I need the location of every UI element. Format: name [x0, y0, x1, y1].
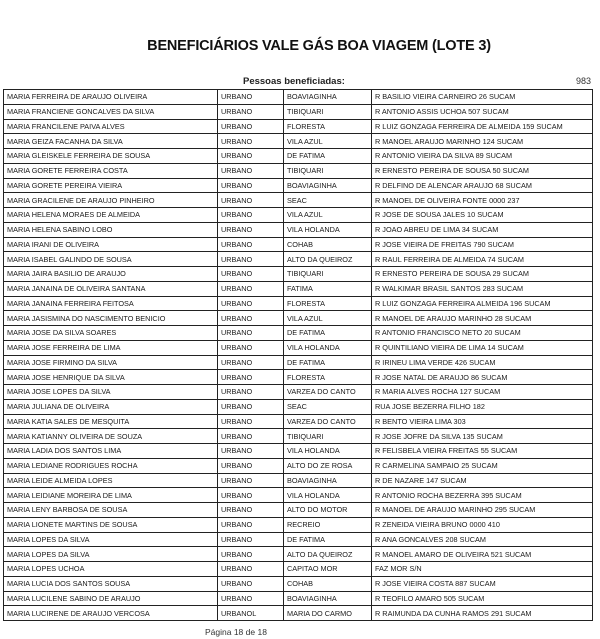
- neighborhood-cell: MARIA DO CARMO: [284, 606, 372, 621]
- zone-cell: URBANO: [218, 355, 284, 370]
- table-row: [4, 606, 593, 621]
- address-cell: R MANOEL AMARO DE OLIVEIRA 521 SUCAM: [372, 547, 593, 562]
- table-row: [4, 222, 593, 237]
- table-row: [4, 104, 593, 119]
- neighborhood-cell: VILA AZUL: [284, 208, 372, 223]
- beneficiaries-count: 983: [575, 76, 591, 86]
- table-row: [4, 591, 593, 606]
- address-cell: R ERNESTO PEREIRA DE SOUSA 50 SUCAM: [372, 163, 593, 178]
- address-cell: R ANTONIO ASSIS UCHOA 507 SUCAM: [372, 104, 593, 119]
- table-row: [4, 340, 593, 355]
- name-cell: MARIA JAIRA BASILIO DE ARAUJO: [4, 267, 218, 282]
- neighborhood-cell: TIBIQUARI: [284, 267, 372, 282]
- name-cell: MARIA LEIDIANE MOREIRA DE LIMA: [4, 488, 218, 503]
- zone-cell: URBANO: [218, 562, 284, 577]
- table-row: [4, 399, 593, 414]
- zone-cell: URBANO: [218, 547, 284, 562]
- address-cell: FAZ MOR S/N: [372, 562, 593, 577]
- neighborhood-cell: TIBIQUARI: [284, 163, 372, 178]
- table-row: [4, 532, 593, 547]
- name-cell: MARIA LOPES UCHOA: [4, 562, 218, 577]
- address-cell: R ANTONIO ROCHA BEZERRA 395 SUCAM: [372, 488, 593, 503]
- address-cell: R MANOEL DE OLIVEIRA FONTE 0000 237: [372, 193, 593, 208]
- name-cell: MARIA LOPES DA SILVA: [4, 547, 218, 562]
- name-cell: MARIA LEIDE ALMEIDA LOPES: [4, 473, 218, 488]
- zone-cell: URBANO: [218, 296, 284, 311]
- table-row: [4, 576, 593, 591]
- name-cell: MARIA GORETE PEREIRA VIEIRA: [4, 178, 218, 193]
- table-row: [4, 178, 593, 193]
- address-cell: R FELISBELA VIEIRA FREITAS 55 SUCAM: [372, 444, 593, 459]
- zone-cell: URBANO: [218, 591, 284, 606]
- neighborhood-cell: FATIMA: [284, 281, 372, 296]
- zone-cell: URBANO: [218, 370, 284, 385]
- neighborhood-cell: FLORESTA: [284, 370, 372, 385]
- neighborhood-cell: VILA AZUL: [284, 134, 372, 149]
- address-cell: R ANTONIO FRANCISCO NETO 20 SUCAM: [372, 326, 593, 341]
- zone-cell: URBANO: [218, 281, 284, 296]
- name-cell: MARIA JOSE FERREIRA DE LIMA: [4, 340, 218, 355]
- zone-cell: URBANO: [218, 222, 284, 237]
- neighborhood-cell: CAPITAO MOR: [284, 562, 372, 577]
- neighborhood-cell: TIBIQUARI: [284, 429, 372, 444]
- name-cell: MARIA FERREIRA DE ARAUJO OLIVEIRA: [4, 90, 218, 105]
- table-row: [4, 488, 593, 503]
- beneficiaries-table: [3, 89, 593, 621]
- name-cell: MARIA LADIA DOS SANTOS LIMA: [4, 444, 218, 459]
- table-row: [4, 547, 593, 562]
- name-cell: MARIA JASISMINA DO NASCIMENTO BENICIO: [4, 311, 218, 326]
- address-cell: R JOSE JOFRE DA SILVA 135 SUCAM: [372, 429, 593, 444]
- address-cell: R WALKIMAR BRASIL SANTOS 283 SUCAM: [372, 281, 593, 296]
- table-row: [4, 163, 593, 178]
- address-cell: R LUIZ GONZAGA FERREIRA ALMEIDA 196 SUCAM: [372, 296, 593, 311]
- address-cell: R JOSE VIEIRA DE FREITAS 790 SUCAM: [372, 237, 593, 252]
- zone-cell: URBANO: [218, 267, 284, 282]
- zone-cell: URBANO: [218, 252, 284, 267]
- table-row: [4, 355, 593, 370]
- address-cell: R JOAO ABREU DE LIMA 34 SUCAM: [372, 222, 593, 237]
- neighborhood-cell: DE FATIMA: [284, 149, 372, 164]
- zone-cell: URBANO: [218, 532, 284, 547]
- address-cell: R LUIZ GONZAGA FERREIRA DE ALMEIDA 159 SUCAM: [372, 119, 593, 134]
- address-cell: R ZENEIDA VIEIRA BRUNO 0000 410: [372, 517, 593, 532]
- neighborhood-cell: COHAB: [284, 237, 372, 252]
- name-cell: MARIA LEDIANE RODRIGUES ROCHA: [4, 458, 218, 473]
- zone-cell: URBANO: [218, 90, 284, 105]
- neighborhood-cell: DE FATIMA: [284, 355, 372, 370]
- table-row: [4, 119, 593, 134]
- neighborhood-cell: ALTO DA QUEIROZ: [284, 547, 372, 562]
- zone-cell: URBANO: [218, 208, 284, 223]
- neighborhood-cell: FLORESTA: [284, 119, 372, 134]
- table-row: [4, 444, 593, 459]
- address-cell: R BENTO VIEIRA LIMA 303: [372, 414, 593, 429]
- name-cell: MARIA JULIANA DE OLIVEIRA: [4, 399, 218, 414]
- address-cell: R RAUL FERREIRA DE ALMEIDA 74 SUCAM: [372, 252, 593, 267]
- table-row: [4, 385, 593, 400]
- zone-cell: URBANO: [218, 119, 284, 134]
- name-cell: MARIA JOSE LOPES DA SILVA: [4, 385, 218, 400]
- zone-cell: URBANOL: [218, 606, 284, 621]
- address-cell: R RAIMUNDA DA CUNHA RAMOS 291 SUCAM: [372, 606, 593, 621]
- neighborhood-cell: BOAVIAGINHA: [284, 591, 372, 606]
- name-cell: MARIA LOPES DA SILVA: [4, 532, 218, 547]
- address-cell: R ERNESTO PEREIRA DE SOUSA 29 SUCAM: [372, 267, 593, 282]
- name-cell: MARIA JOSE DA SILVA SOARES: [4, 326, 218, 341]
- neighborhood-cell: VILA HOLANDA: [284, 444, 372, 459]
- table-row: [4, 517, 593, 532]
- neighborhood-cell: ALTO DO MOTOR: [284, 503, 372, 518]
- table-row: [4, 281, 593, 296]
- neighborhood-cell: DE FATIMA: [284, 532, 372, 547]
- name-cell: MARIA JANAINA FERREIRA FEITOSA: [4, 296, 218, 311]
- table-row: [4, 193, 593, 208]
- name-cell: MARIA KATIA SALES DE MESQUITA: [4, 414, 218, 429]
- address-cell: R MANOEL ARAUJO MARINHO 124 SUCAM: [372, 134, 593, 149]
- name-cell: MARIA GORETE FERREIRA COSTA: [4, 163, 218, 178]
- neighborhood-cell: BOAVIAGINHA: [284, 90, 372, 105]
- name-cell: MARIA KATIANNY OLIVEIRA DE SOUZA: [4, 429, 218, 444]
- name-cell: MARIA HELENA SABINO LOBO: [4, 222, 218, 237]
- table-row: [4, 237, 593, 252]
- zone-cell: URBANO: [218, 149, 284, 164]
- zone-cell: URBANO: [218, 429, 284, 444]
- table-row: [4, 562, 593, 577]
- zone-cell: URBANO: [218, 517, 284, 532]
- address-cell: R MARIA ALVES ROCHA 127 SUCAM: [372, 385, 593, 400]
- table-row: [4, 311, 593, 326]
- neighborhood-cell: BOAVIAGINHA: [284, 178, 372, 193]
- neighborhood-cell: VILA HOLANDA: [284, 340, 372, 355]
- table-row: [4, 473, 593, 488]
- address-cell: R MANOEL DE ARAUJO MARINHO 28 SUCAM: [372, 311, 593, 326]
- table-row: [4, 414, 593, 429]
- address-cell: R ANTONIO VIEIRA DA SILVA 89 SUCAM: [372, 149, 593, 164]
- beneficiaries-label: Pessoas beneficiadas:: [243, 76, 345, 87]
- address-cell: R MANOEL DE ARAUJO MARINHO 295 SUCAM: [372, 503, 593, 518]
- name-cell: MARIA GRACILENE DE ARAUJO PINHEIRO: [4, 193, 218, 208]
- name-cell: MARIA LUCIA DOS SANTOS SOUSA: [4, 576, 218, 591]
- neighborhood-cell: VILA HOLANDA: [284, 222, 372, 237]
- zone-cell: URBANO: [218, 473, 284, 488]
- zone-cell: URBANO: [218, 104, 284, 119]
- name-cell: MARIA LIONETE MARTINS DE SOUSA: [4, 517, 218, 532]
- zone-cell: URBANO: [218, 458, 284, 473]
- address-cell: R ANA GONCALVES 208 SUCAM: [372, 532, 593, 547]
- document-title: BENEFICIÁRIOS VALE GÁS BOA VIAGEM (LOTE 3): [147, 38, 491, 54]
- neighborhood-cell: SEAC: [284, 399, 372, 414]
- table-row: [4, 429, 593, 444]
- zone-cell: URBANO: [218, 311, 284, 326]
- neighborhood-cell: BOAVIAGINHA: [284, 473, 372, 488]
- table-row: [4, 458, 593, 473]
- zone-cell: URBANO: [218, 134, 284, 149]
- address-cell: R BASILIO VIEIRA CARNEIRO 26 SUCAM: [372, 90, 593, 105]
- address-cell: R IRINEU LIMA VERDE 426 SUCAM: [372, 355, 593, 370]
- table-row: [4, 134, 593, 149]
- beneficiaries-table-body: [4, 90, 593, 621]
- neighborhood-cell: RECREIO: [284, 517, 372, 532]
- zone-cell: URBANO: [218, 399, 284, 414]
- address-cell: R TEOFILO AMARO 505 SUCAM: [372, 591, 593, 606]
- address-cell: R CARMELINA SAMPAIO 25 SUCAM: [372, 458, 593, 473]
- table-row: [4, 326, 593, 341]
- table-row: [4, 149, 593, 164]
- name-cell: MARIA LUCILENE SABINO DE ARAUJO: [4, 591, 218, 606]
- table-row: [4, 370, 593, 385]
- neighborhood-cell: VILA HOLANDA: [284, 488, 372, 503]
- address-cell: RUA JOSE BEZERRA FILHO 182: [372, 399, 593, 414]
- name-cell: MARIA IRANI DE OLIVEIRA: [4, 237, 218, 252]
- zone-cell: URBANO: [218, 414, 284, 429]
- neighborhood-cell: VARZEA DO CANTO: [284, 414, 372, 429]
- neighborhood-cell: COHAB: [284, 576, 372, 591]
- name-cell: MARIA JANAINA DE OLIVEIRA SANTANA: [4, 281, 218, 296]
- table-row: [4, 296, 593, 311]
- name-cell: MARIA FRANCIENE GONCALVES DA SILVA: [4, 104, 218, 119]
- zone-cell: URBANO: [218, 163, 284, 178]
- neighborhood-cell: DE FATIMA: [284, 326, 372, 341]
- zone-cell: URBANO: [218, 576, 284, 591]
- table-row: [4, 90, 593, 105]
- name-cell: MARIA JOSE FIRMINO DA SILVA: [4, 355, 218, 370]
- name-cell: MARIA LUCIRENE DE ARAUJO VERCOSA: [4, 606, 218, 621]
- address-cell: R DELFINO DE ALENCAR ARAUJO 68 SUCAM: [372, 178, 593, 193]
- table-row: [4, 252, 593, 267]
- neighborhood-cell: VARZEA DO CANTO: [284, 385, 372, 400]
- zone-cell: URBANO: [218, 444, 284, 459]
- neighborhood-cell: FLORESTA: [284, 296, 372, 311]
- address-cell: R JOSE NATAL DE ARAUJO 86 SUCAM: [372, 370, 593, 385]
- zone-cell: URBANO: [218, 237, 284, 252]
- table-row: [4, 267, 593, 282]
- neighborhood-cell: ALTO DA QUEIROZ: [284, 252, 372, 267]
- address-cell: R JOSE DE SOUSA JALES 10 SUCAM: [372, 208, 593, 223]
- table-row: [4, 503, 593, 518]
- address-cell: R QUINTILIANO VIEIRA DE LIMA 14 SUCAM: [372, 340, 593, 355]
- neighborhood-cell: TIBIQUARI: [284, 104, 372, 119]
- name-cell: MARIA GEIZA FACANHA DA SILVA: [4, 134, 218, 149]
- neighborhood-cell: VILA AZUL: [284, 311, 372, 326]
- zone-cell: URBANO: [218, 193, 284, 208]
- zone-cell: URBANO: [218, 503, 284, 518]
- zone-cell: URBANO: [218, 326, 284, 341]
- name-cell: MARIA GLEISKELE FERREIRA DE SOUSA: [4, 149, 218, 164]
- name-cell: MARIA FRANCILENE PAIVA ALVES: [4, 119, 218, 134]
- address-cell: R DE NAZARE 147 SUCAM: [372, 473, 593, 488]
- zone-cell: URBANO: [218, 385, 284, 400]
- zone-cell: URBANO: [218, 178, 284, 193]
- zone-cell: URBANO: [218, 488, 284, 503]
- name-cell: MARIA LENY BARBOSA DE SOUSA: [4, 503, 218, 518]
- name-cell: MARIA HELENA MORAES DE ALMEIDA: [4, 208, 218, 223]
- table-row: [4, 208, 593, 223]
- address-cell: R JOSE VIEIRA COSTA 887 SUCAM: [372, 576, 593, 591]
- neighborhood-cell: ALTO DO ZE ROSA: [284, 458, 372, 473]
- zone-cell: URBANO: [218, 340, 284, 355]
- neighborhood-cell: SEAC: [284, 193, 372, 208]
- name-cell: MARIA ISABEL GALINDO DE SOUSA: [4, 252, 218, 267]
- name-cell: MARIA JOSE HENRIQUE DA SILVA: [4, 370, 218, 385]
- page-number: Página 18 de 18: [205, 627, 267, 637]
